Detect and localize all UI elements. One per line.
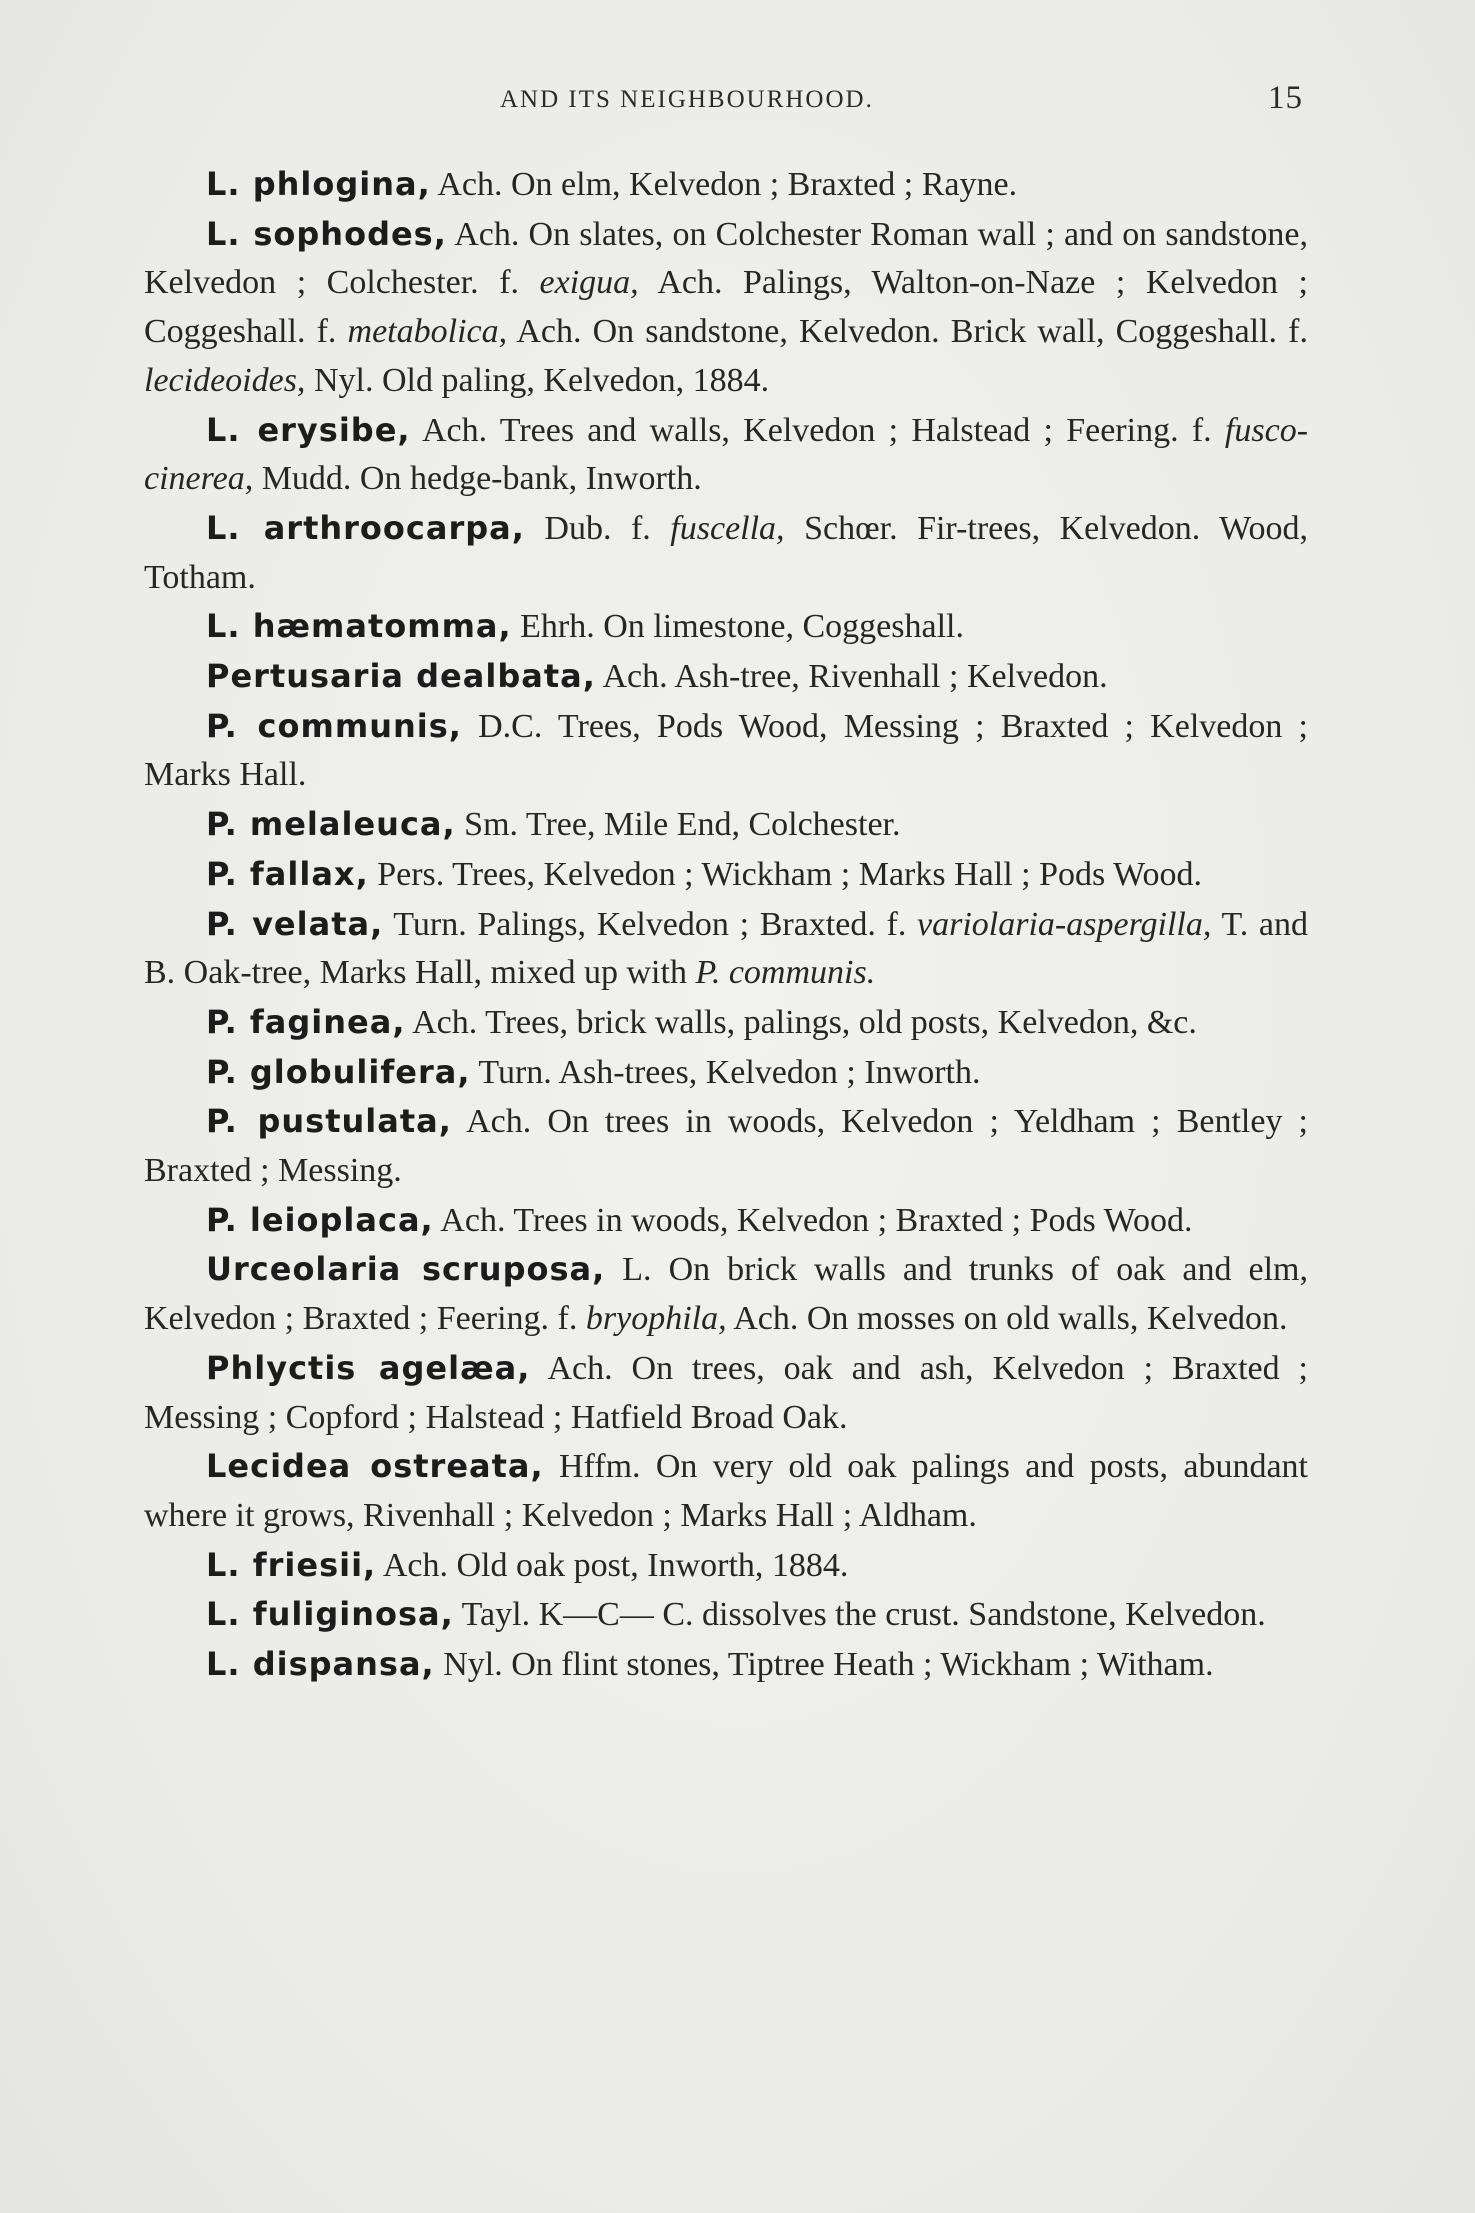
entry-text: Sm. Tree, Mile End, Colchester.	[455, 806, 901, 844]
italic-form-name: P. communis.	[695, 954, 876, 992]
species-name: P. faginea,	[206, 1002, 406, 1041]
species-entry	[144, 1245, 1308, 1343]
species-name: L. sophodes,	[206, 214, 447, 253]
species-name: L. friesii,	[206, 1545, 377, 1584]
italic-form-name: fusco-cinerea,	[144, 411, 1309, 498]
species-entry	[144, 1048, 1308, 1098]
entry-text: Nyl. Old paling, Kelvedon, 1884.	[305, 361, 770, 399]
entry-text: Ach. On trees in woods, Kelvedon ; Yeldham ; Bentley ; Braxted ; Messing.	[144, 1103, 1308, 1190]
italic-form-name: exigua,	[539, 264, 639, 302]
species-entry	[144, 406, 1308, 504]
running-head	[0, 80, 1475, 126]
species-entry	[144, 702, 1308, 800]
entry-text: Ach. Trees and walls, Kelvedon ; Halstead ; Feering. f.	[410, 411, 1225, 449]
entry-text: Ach. Trees in woods, Kelvedon ; Braxted ; Pods Wood.	[433, 1201, 1193, 1239]
entry-text: Pers. Trees, Kelvedon ; Wickham ; Marks Hall ; Pods Wood.	[368, 855, 1202, 893]
species-name: P. communis,	[206, 706, 462, 745]
species-entry	[144, 998, 1308, 1048]
species-name: L. phlogina,	[206, 165, 431, 203]
species-entry	[144, 1590, 1308, 1640]
entry-text: Ach. On trees, oak and ash, Kelvedon ; Braxted ; Messing ; Copford ; Halstead ; Hatfield Broad Oak.	[144, 1349, 1309, 1436]
italic-form-name: lecideoides,	[144, 361, 306, 399]
entry-text: Schœr. Fir-trees, Kelvedon. Wood, Totham.	[144, 509, 1309, 596]
species-entry	[144, 800, 1308, 850]
page-number: 15	[1268, 80, 1303, 116]
species-name: Urceolaria scruposa,	[206, 1250, 606, 1289]
species-name: P. melaleuca,	[206, 805, 456, 844]
species-entry	[144, 1344, 1308, 1442]
entry-text: T. and B. Oak-tree, Marks Hall, mixed up with	[144, 905, 1308, 992]
entry-text: Ach. Old oak post, Inworth, 1884.	[376, 1546, 849, 1584]
entry-text: Hffm. On very old oak palings and posts, abundant where it grows, Rivenhall ; Kelvedon ; Marks Hall ; Aldham.	[144, 1448, 1308, 1534]
species-name: P. fallax,	[206, 854, 369, 893]
species-name: Lecidea ostreata,	[206, 1447, 544, 1486]
species-name: P. pustulata,	[206, 1102, 452, 1141]
species-entry	[144, 160, 1308, 210]
italic-form-name: bryophila,	[585, 1300, 727, 1338]
entry-text: Ach. On sandstone, Kelvedon. Brick wall, Coggeshall. f.	[507, 313, 1308, 351]
species-name: P. globulifera,	[206, 1052, 471, 1091]
entry-text: Mudd. On hedge-bank, Inworth.	[253, 460, 702, 498]
species-name: Pertusaria dealbata,	[206, 657, 596, 696]
species-entry	[144, 1442, 1308, 1540]
entry-text: Nyl. On flint stones, Tiptree Heath ; Wickham ; Witham.	[434, 1646, 1214, 1684]
species-entry	[144, 1640, 1308, 1690]
species-name: L. erysibe,	[206, 410, 411, 449]
entry-text: Ach. On slates, on Colchester Roman wall ; and on sandstone, Kelvedon ; Colchester. f.	[144, 215, 1309, 302]
species-entry	[144, 900, 1308, 998]
species-name: P. velata,	[206, 904, 384, 943]
italic-form-name: variolaria-aspergilla,	[917, 905, 1212, 943]
species-entry	[144, 210, 1308, 406]
entry-text: Ehrh. On limestone, Coggeshall.	[511, 608, 964, 646]
species-name: L. dispansa,	[206, 1645, 435, 1684]
italic-form-name: fuscella,	[670, 509, 785, 547]
species-name: Phlyctis agelæa,	[206, 1348, 531, 1387]
species-entry	[144, 1097, 1308, 1195]
entry-text: Tayl. K—C— C. dissolves the crust. Sandstone, Kelvedon.	[453, 1596, 1266, 1634]
species-entry	[144, 652, 1308, 702]
entry-text: Ach. Ash-tree, Rivenhall ; Kelvedon.	[595, 658, 1108, 696]
species-entry	[144, 1541, 1308, 1591]
species-name: L. hæmatomma,	[206, 607, 512, 646]
running-title: AND ITS NEIGHBOURHOOD.	[500, 86, 874, 113]
species-list	[144, 160, 1308, 1690]
entry-text: Dub. f.	[524, 509, 671, 547]
species-name: L. fuliginosa,	[206, 1595, 454, 1634]
species-entry	[144, 1196, 1308, 1246]
entry-text: Turn. Palings, Kelvedon ; Braxted. f.	[383, 905, 918, 943]
species-entry	[144, 602, 1308, 652]
species-name: L. arthroocarpa,	[206, 508, 525, 547]
entry-text: Turn. Ash-trees, Kelvedon ; Inworth.	[470, 1053, 981, 1091]
entry-text: D.C. Trees, Pods Wood, Messing ; Braxted ; Kelvedon ; Marks Hall.	[144, 707, 1308, 794]
entry-text: Ach. On mosses on old walls, Kelvedon.	[726, 1300, 1288, 1338]
species-entry	[144, 850, 1308, 900]
species-entry	[144, 504, 1308, 602]
entry-text: Ach. Trees, brick walls, palings, old posts, Kelvedon, &c.	[405, 1003, 1197, 1041]
entry-text: Ach. On elm, Kelvedon ; Braxted ; Rayne.	[430, 166, 1018, 203]
species-name: P. leioplaca,	[206, 1200, 434, 1239]
italic-form-name: metabolica,	[347, 313, 508, 351]
entry-text: Ach. Palings, Walton-on-Naze ; Kelvedon ; Coggeshall. f.	[144, 264, 1308, 351]
entry-text: L. On brick walls and trunks of oak and elm, Kelvedon ; Braxted ; Feering. f.	[144, 1251, 1309, 1338]
